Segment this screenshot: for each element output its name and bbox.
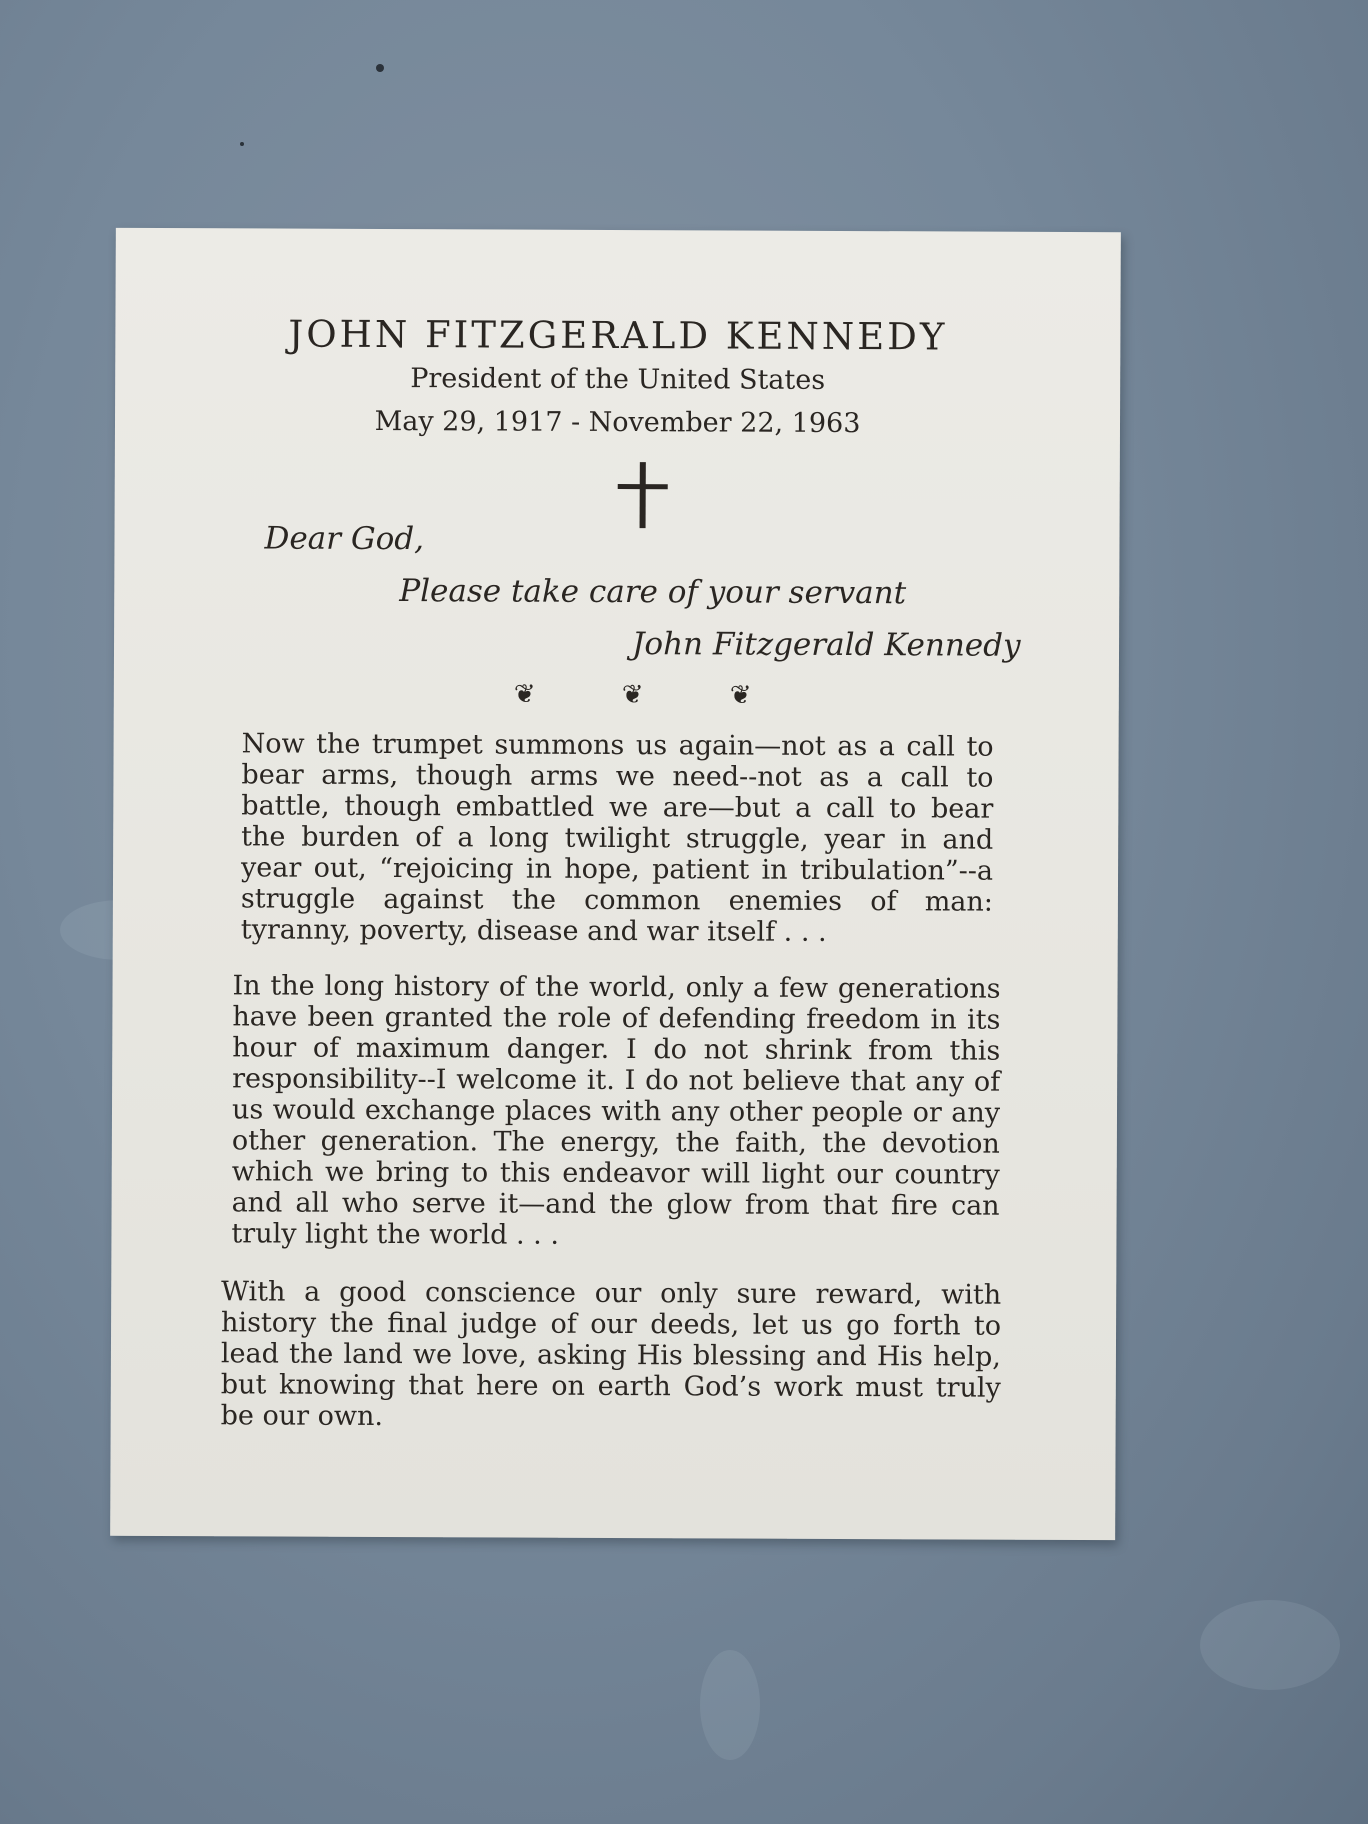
- prayer-body: Please take care of your servant: [399, 573, 907, 612]
- speech-paragraph: With a good conscience our only sure reward, with history the final judge of our deeds, let us go forth to lead the land we love, asking His blessing and His help, but knowing that here on earth God’s work must truly be our own.: [220, 1276, 1002, 1432]
- fleuron-icon: ❦: [513, 679, 536, 710]
- surface-speck: [376, 64, 384, 72]
- prayer-name: John Fitzgerald Kennedy: [631, 626, 1021, 664]
- surface-speck: [240, 142, 244, 146]
- fleuron-icon: ❦: [729, 680, 752, 711]
- latin-cross-icon: [618, 462, 668, 528]
- surface-scuff: [700, 1650, 760, 1760]
- speech-paragraph: In the long history of the world, only a few generations have been granted the role of defending freedom in its hour of maximum danger. I do not shrink from this responsibility--I welcome it. I do not believe that any of us would exchange places with any other people or any other generation. The energy, the faith, the devotion which we bring to this endeavor will light our country and all who serve it—and the glow from that fire can truly light the world . . .: [231, 970, 1001, 1251]
- prayer-salutation: Dear God,: [264, 520, 425, 558]
- card-title: JOHN FITZGERALD KENNEDY: [288, 312, 948, 359]
- speech-paragraph: Now the trumpet summons us again—not as a call to bear arms, though arms we need--not as a call to battle, though embattled we are—but a call to bear the burden of a long twilight struggle, year in and year out, “rejoicing in hope, patient in tribulation”--a struggle against the common enemies of man: tyranny, poverty, disease and war itself . . .: [240, 728, 994, 948]
- memorial-card: [110, 228, 1121, 1540]
- card-dates: May 29, 1917 - November 22, 1963: [374, 405, 861, 440]
- surface-scuff: [1200, 1600, 1340, 1690]
- fleuron-icon: ❦: [621, 680, 644, 711]
- card-subtitle: President of the United States: [410, 363, 826, 396]
- ornament-divider: [514, 680, 754, 721]
